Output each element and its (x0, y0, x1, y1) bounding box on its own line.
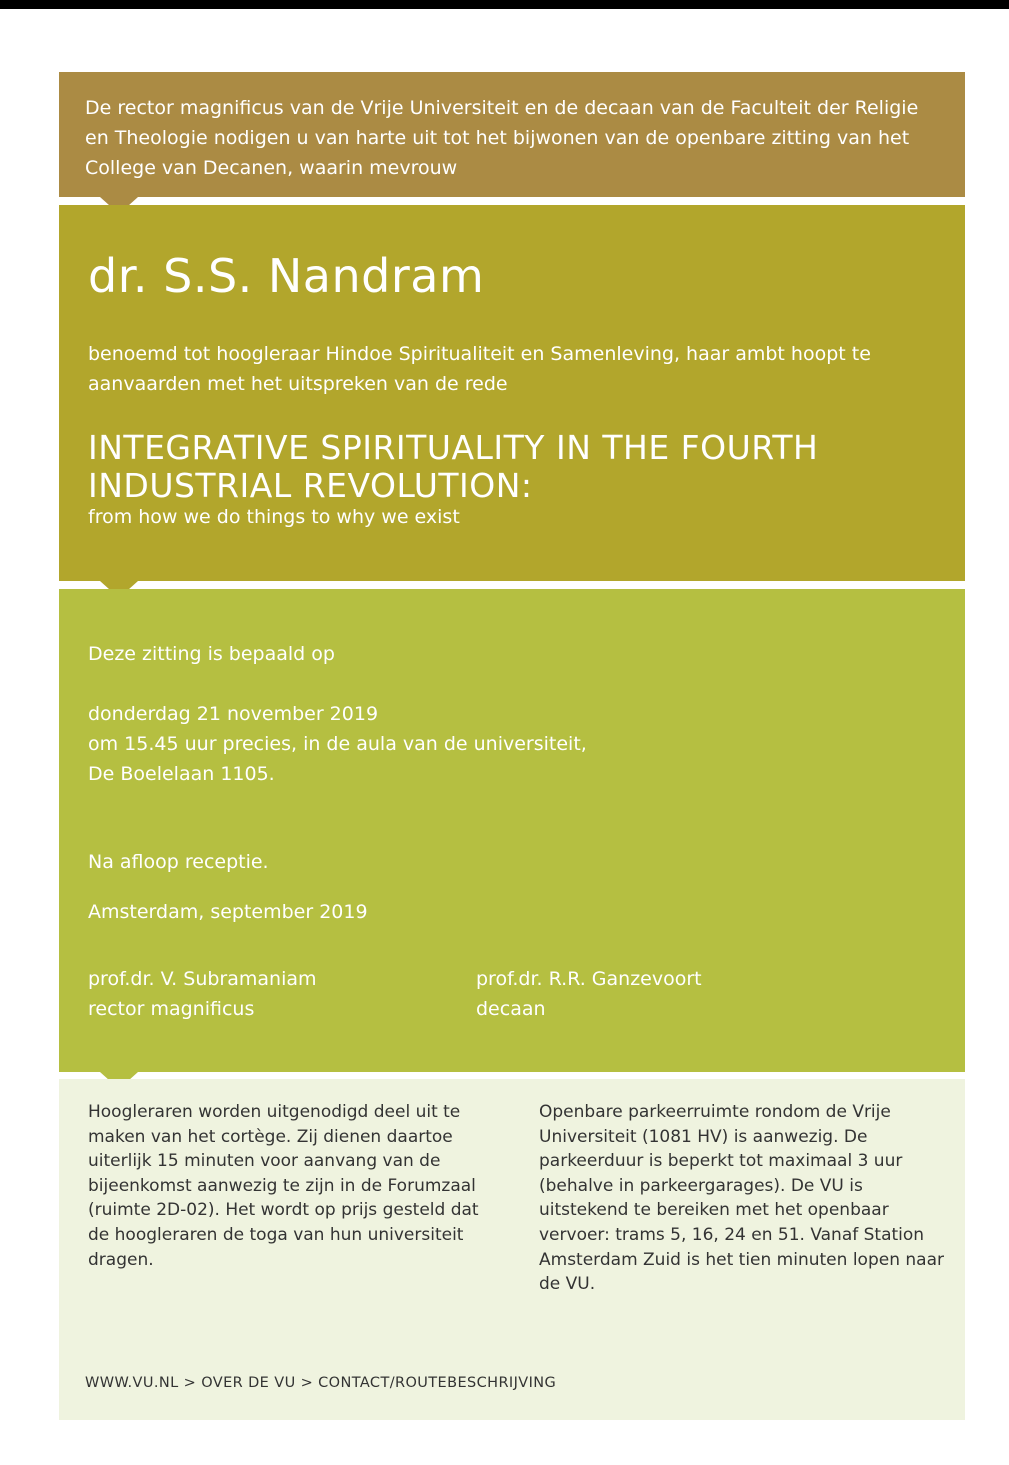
ceremony-address: De Boelelaan 1105. (88, 763, 275, 785)
signatory-rector (88, 964, 317, 1024)
invitation-intro (59, 72, 965, 197)
signatory-name: prof.dr. V. Subramaniam (88, 968, 317, 990)
reception-note: Na afloop receptie. (88, 851, 269, 873)
place-date: Amsterdam, september 2019 (88, 901, 368, 923)
signatory-name: prof.dr. R.R. Ganzevoort (476, 968, 702, 990)
intro-text: De rector magnificus van de Vrije Universiteit en de decaan van de Faculteit der Religie en Theologie nodigen u van harte uit tot het bijwonen van de openbare zitting van het College van Decanen, waarin mevrouw (85, 97, 919, 179)
details-intro: Deze zitting is bepaald op (88, 643, 335, 665)
route-link[interactable]: WWW.VU.NL > OVER DE VU > CONTACT/ROUTEBESCHRIJVING (85, 1375, 557, 1391)
signatory-role: rector magnificus (88, 998, 255, 1020)
lecture-title: INTEGRATIVE SPIRITUALITY IN THE FOURTH INDUSTRIAL REVOLUTION: (88, 428, 819, 505)
appointee-name: dr. S.S. Nandram (88, 249, 485, 303)
ceremony-time-place: om 15.45 uur precies, in de aula van de universiteit, (88, 733, 587, 755)
top-bar (0, 0, 1009, 9)
parking-note: Openbare parkeerruimte rondom de Vrije Universiteit (1081 HV) is aanwezig. De parkeerduur is beperkt tot maximaal 3 uur (behalve in parkeergarages). De VU is uitstekend te bereiken met het openbaar vervoer: trams 5, 16, 24 en 51. Vanaf Station Amsterdam Zuid is het tien minuten lopen naar de VU. (539, 1102, 944, 1295)
appointment-text: benoemd tot hoogleraar Hindoe Spiritualiteit en Samenleving, haar ambt hoopt te aanvaarden met het uitspreken van de rede (88, 343, 871, 395)
professors-note: Hoogleraren worden uitgenodigd deel uit te maken van het cortège. Zij dienen daartoe uiterlijk 15 minuten voor aanvang van de bijeenkomst aanwezig te zijn in de Forumzaal (ruimte 2D-02). Het wordt op prijs gesteld dat de hoogleraren de toga van hun universiteit dragen. (88, 1102, 479, 1270)
signatory-role: decaan (476, 998, 546, 1020)
ceremony-details (59, 589, 965, 1072)
signatory-dean (476, 964, 702, 1024)
appointee-section (59, 205, 965, 581)
practical-info (59, 1079, 965, 1420)
lecture-subtitle: from how we do things to why we exist (88, 506, 460, 528)
ceremony-date: donderdag 21 november 2019 (88, 703, 379, 725)
